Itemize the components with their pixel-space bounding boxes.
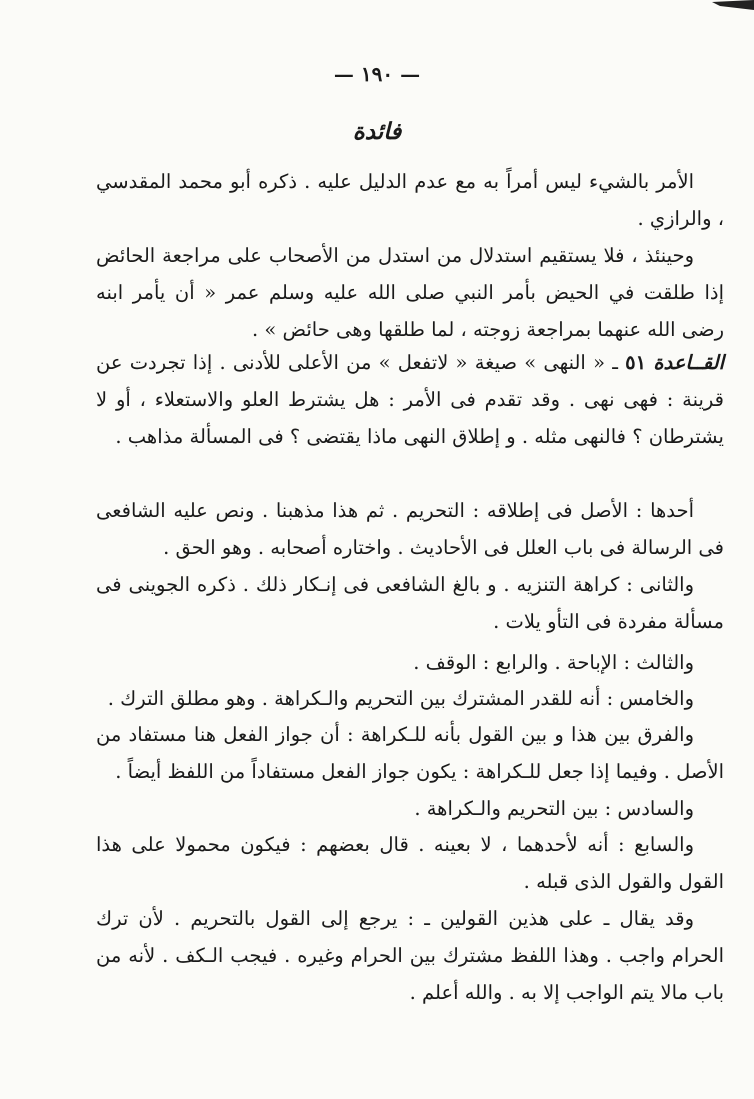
section-title: فائدة <box>352 118 402 145</box>
paragraph-text: والثالث : الإباحة . والرابع : الوقف . <box>413 651 694 674</box>
paragraph-4 <box>96 492 724 566</box>
paragraph-text: وحينئذ ، فلا يستقيم استدلال من استدل من الأصحاب على مراجعة الحائض إذا طلقت في الحيض بأمر النبي صلى الله عليه وسلم عمر « أن يأمر ابنه رضى الله عنهما بمراجعة زوجته ، لما طلقها وهى حائض » . <box>96 244 724 341</box>
scan-corner-mark <box>712 0 754 12</box>
rule-number: ٥١ <box>625 351 647 374</box>
paragraph-text: أحدها : الأصل فى إطلاقه : التحريم . ثم هذا مذهبنا . ونص عليه الشافعى فى الرسالة فى باب العلل فى الأحاديث . واختاره أصحابه . وهو الحق . <box>96 499 724 559</box>
rule-heading: القــاعدة <box>653 351 724 374</box>
paragraph-1 <box>96 163 724 237</box>
paragraph-6 <box>96 644 724 681</box>
paragraph-2 <box>96 237 724 348</box>
rule-paragraph <box>96 344 724 455</box>
paragraph-8 <box>96 716 724 790</box>
paragraph-text: وقد يقال ـ على هذين القولين ـ : يرجع إلى القول بالتحريم . لأن ترك الحرام واجب . وهذا اللفظ مشترك بين الحرام وغيره . فيجب الـكف . لأنه من باب مالا يتم الواجب إلا به . والله أعلم . <box>96 907 724 1004</box>
paragraph-text: والثانى : كراهة التنزيه . و بالغ الشافعى فى إنـكار ذلك . ذكره الجوينى فى مسألة مفردة فى التأو يلات . <box>96 573 724 633</box>
paragraph-text: والسادس : بين التحريم والـكراهة . <box>414 797 694 820</box>
paragraph-7 <box>96 680 724 717</box>
rule-text: ـ « النهى » صيغة « لاتفعل » من الأعلى للأدنى . إذا تجردت عن قرينة : فهى نهى . وقد تقدم فى الأمر : هل يشترط العلو والاستعلاء ، أو لا يشترطان ؟ فالنهى مثله . و إطلاق النهى ماذا يقتضى ؟ فى المسألة مذاهب . <box>96 351 724 448</box>
page-number: — ١٩٠ — <box>333 62 421 86</box>
paragraph-11 <box>96 900 724 1011</box>
paragraph-9 <box>96 790 724 827</box>
paragraph-text: والفرق بين هذا و بين القول بأنه للـكراهة : أن جواز الفعل هنا مستفاد من الأصل . وفيما إذا جعل للـكراهة : يكون جواز الفعل مستفاداً من اللفظ أيضاً . <box>96 723 724 783</box>
paragraph-text: والسابع : أنه لأحدهما ، لا بعينه . قال بعضهم : فيكون محمولا على هذا القول والقول الذى قبله . <box>96 833 724 893</box>
paragraph-text: الأمر بالشيء ليس أمراً به مع عدم الدليل عليه . ذكره أبو محمد المقدسي ، والرازي . <box>96 170 724 230</box>
paragraph-text: والخامس : أنه للقدر المشترك بين التحريم والـكراهة . وهو مطلق الترك . <box>107 687 694 710</box>
paragraph-5 <box>96 566 724 640</box>
paragraph-3 <box>96 344 724 455</box>
paragraph-10 <box>96 826 724 900</box>
